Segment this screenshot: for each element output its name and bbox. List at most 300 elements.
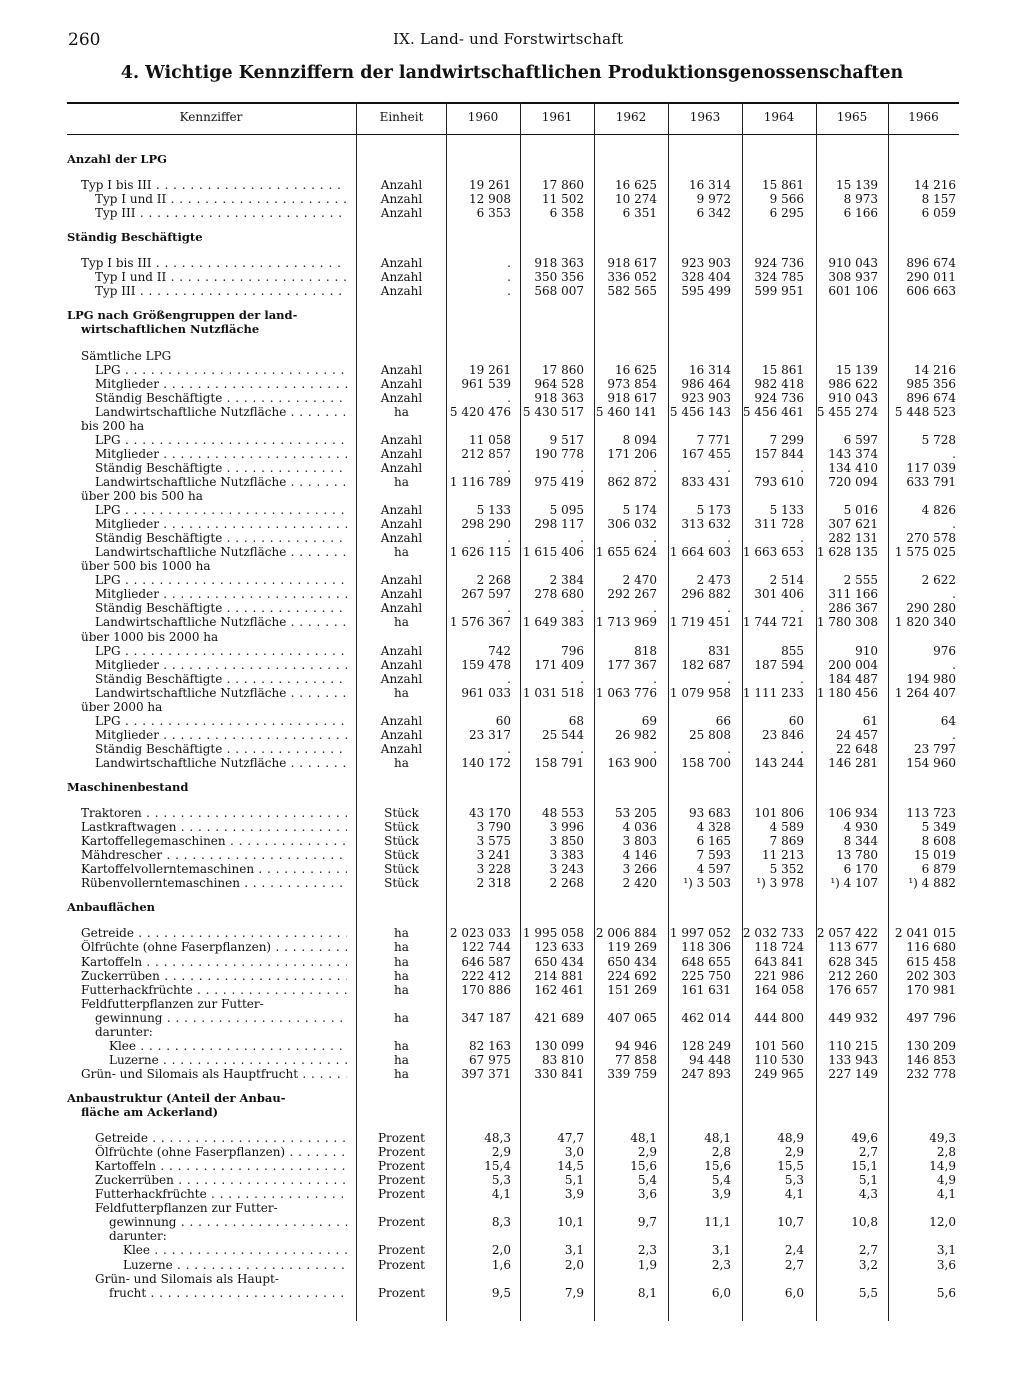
row-value: 2 473 bbox=[696, 573, 731, 588]
row-value: 47,7 bbox=[557, 1131, 584, 1146]
row-unit: Anzahl bbox=[380, 390, 423, 405]
row-value: . bbox=[727, 741, 731, 756]
row-value: 48,1 bbox=[704, 1131, 731, 1146]
row-value: 1 655 624 bbox=[595, 545, 657, 560]
row-value: 14,9 bbox=[929, 1159, 956, 1174]
row-value: 910 043 bbox=[828, 256, 878, 271]
row-value: . bbox=[653, 460, 657, 475]
row-value: 6 166 bbox=[843, 206, 878, 221]
table-row bbox=[67, 756, 959, 770]
row-value: 6 342 bbox=[696, 206, 731, 221]
row-unit: Anzahl bbox=[380, 713, 423, 728]
table-row bbox=[67, 940, 959, 954]
row-value: 3,0 bbox=[564, 1145, 584, 1160]
row-value: 2,3 bbox=[637, 1243, 657, 1258]
row-value: 270 578 bbox=[906, 531, 956, 546]
row-value: 6 358 bbox=[549, 206, 584, 221]
table-row bbox=[67, 447, 959, 461]
table-row bbox=[67, 955, 959, 969]
row-value: 301 406 bbox=[754, 587, 804, 602]
header-einheit: Einheit bbox=[379, 110, 424, 124]
row-value: 194 980 bbox=[906, 671, 956, 686]
table-title: 4. Wichtige Kennziffern der landwirtschaftlichen Produktionsgenossenschaften bbox=[120, 63, 904, 83]
row-value: 3 803 bbox=[622, 834, 657, 849]
row-label: Ständig Beschäftigte . . . bbox=[95, 461, 347, 475]
row-unit: Anzahl bbox=[380, 657, 423, 672]
row-value: . bbox=[653, 601, 657, 616]
row-value: 9,7 bbox=[637, 1215, 657, 1230]
header-year: 1965 bbox=[836, 110, 868, 124]
row-unit: Anzahl bbox=[380, 270, 423, 285]
row-value: 214 881 bbox=[534, 968, 584, 983]
row-value: 1 031 518 bbox=[522, 685, 584, 700]
row-value: 975 419 bbox=[534, 474, 584, 489]
row-label: Typ III . . . bbox=[95, 284, 347, 298]
row-unit: Stück bbox=[384, 806, 419, 821]
row-value: 2,9 bbox=[784, 1145, 804, 1160]
row-value: 101 806 bbox=[754, 806, 804, 821]
row-value: 15,6 bbox=[630, 1159, 657, 1174]
row-value: 177 367 bbox=[607, 657, 657, 672]
row-value: . bbox=[727, 601, 731, 616]
row-value: 923 903 bbox=[681, 256, 731, 271]
row-value: 1 820 340 bbox=[894, 615, 956, 630]
row-value: 1 663 653 bbox=[742, 545, 804, 560]
row-value: 146 853 bbox=[906, 1052, 956, 1067]
row-value: 6 059 bbox=[921, 206, 956, 221]
table-row bbox=[67, 876, 959, 890]
row-value: 298 117 bbox=[534, 517, 584, 532]
row-value: 68 bbox=[568, 713, 584, 728]
row-unit: ha bbox=[394, 615, 409, 630]
row-label: Anzahl der LPG bbox=[67, 152, 167, 166]
row-value: 69 bbox=[641, 713, 657, 728]
row-value: 5 460 141 bbox=[595, 404, 657, 419]
row-value: 130 209 bbox=[906, 1038, 956, 1053]
row-value: 1,6 bbox=[491, 1257, 511, 1272]
row-value: ¹) 3 978 bbox=[756, 876, 804, 891]
row-value: 134 410 bbox=[828, 460, 878, 475]
row-unit: ha bbox=[394, 1038, 409, 1053]
row-label: Grün- und Silomais als Haupt- bbox=[95, 1271, 279, 1286]
row-value: 23 797 bbox=[914, 741, 956, 756]
row-value: 2 514 bbox=[769, 573, 804, 588]
row-label: LPG . . . bbox=[95, 573, 347, 587]
row-value: 23 846 bbox=[762, 727, 804, 742]
row-value: 6 170 bbox=[843, 862, 878, 877]
row-value: 119 269 bbox=[607, 940, 657, 955]
row-label: frucht . . . bbox=[109, 1286, 347, 1300]
row-value: 43 170 bbox=[469, 806, 511, 821]
row-value: 961 033 bbox=[461, 685, 511, 700]
row-value: 5,1 bbox=[564, 1173, 584, 1188]
row-value: . bbox=[952, 657, 956, 672]
row-value: 650 434 bbox=[607, 954, 657, 969]
row-value: 116 680 bbox=[906, 940, 956, 955]
row-value: 202 303 bbox=[906, 968, 956, 983]
row-value: 13 780 bbox=[836, 848, 878, 863]
row-label: Feldfutterpflanzen zur Futter- bbox=[81, 996, 264, 1011]
row-value: 170 886 bbox=[461, 982, 511, 997]
row-value: 7 869 bbox=[769, 834, 804, 849]
row-value: 5 420 476 bbox=[449, 404, 511, 419]
row-value: 2,4 bbox=[784, 1243, 804, 1258]
row-value: 336 052 bbox=[607, 270, 657, 285]
row-label: Landwirtschaftliche Nutzfläche . . . bbox=[95, 615, 347, 629]
row-value: 9 566 bbox=[769, 192, 804, 207]
row-value: 190 778 bbox=[534, 446, 584, 461]
row-label: bis 200 ha bbox=[81, 418, 145, 433]
row-value: 15,1 bbox=[851, 1159, 878, 1174]
row-value: 4 146 bbox=[622, 848, 657, 863]
row-value: 249 965 bbox=[754, 1066, 804, 1081]
row-label: Typ I bis III . . . bbox=[81, 256, 347, 270]
row-value: 290 011 bbox=[906, 270, 956, 285]
row-value: 350 356 bbox=[534, 270, 584, 285]
row-value: 8,3 bbox=[491, 1215, 511, 1230]
table-row bbox=[67, 1067, 959, 1081]
row-value: 924 736 bbox=[754, 256, 804, 271]
row-value: 158 700 bbox=[681, 755, 731, 770]
row-value: 170 981 bbox=[906, 982, 956, 997]
row-value: 94 448 bbox=[689, 1052, 731, 1067]
row-heading bbox=[67, 322, 959, 336]
table-header-rule bbox=[67, 134, 959, 135]
row-unit: Anzahl bbox=[380, 517, 423, 532]
row-heading bbox=[67, 1201, 959, 1215]
table-row bbox=[67, 1258, 959, 1272]
header-year: 1961 bbox=[541, 110, 573, 124]
row-value: 26 982 bbox=[615, 727, 657, 742]
row-value: 3 383 bbox=[549, 848, 584, 863]
row-value: 106 934 bbox=[828, 806, 878, 821]
table-row bbox=[67, 377, 959, 391]
row-label: Typ III . . . bbox=[95, 206, 347, 220]
row-value: 1 719 451 bbox=[669, 615, 731, 630]
table-row bbox=[67, 1173, 959, 1187]
row-value: 12,0 bbox=[929, 1215, 956, 1230]
row-unit: Prozent bbox=[377, 1215, 425, 1230]
row-value: 307 621 bbox=[828, 517, 878, 532]
row-label: gewinnung . . . bbox=[109, 1215, 347, 1229]
row-unit: Prozent bbox=[377, 1159, 425, 1174]
row-value: 918 617 bbox=[607, 390, 657, 405]
row-value: 128 249 bbox=[681, 1038, 731, 1053]
row-unit: Prozent bbox=[377, 1187, 425, 1202]
row-value: 10,7 bbox=[777, 1215, 804, 1230]
row-label: Mähdrescher . . . bbox=[81, 848, 347, 862]
row-value: . bbox=[507, 671, 511, 686]
row-value: 1 116 789 bbox=[449, 474, 511, 489]
table-row bbox=[67, 658, 959, 672]
row-value: 146 281 bbox=[828, 755, 878, 770]
row-value: 17 860 bbox=[542, 362, 584, 377]
table-row bbox=[67, 834, 959, 848]
row-value: 101 560 bbox=[754, 1038, 804, 1053]
row-label: Futterhackfrüchte . . . bbox=[95, 1187, 347, 1201]
row-label: Anbauflächen bbox=[67, 900, 155, 915]
row-value: . bbox=[653, 531, 657, 546]
row-label: Ständig Beschäftigte . . . bbox=[95, 742, 347, 756]
row-value: 407 065 bbox=[607, 1010, 657, 1025]
row-value: 6,0 bbox=[784, 1285, 804, 1300]
table-row bbox=[67, 1145, 959, 1159]
row-value: 3,6 bbox=[936, 1257, 956, 1272]
row-value: 6 353 bbox=[476, 206, 511, 221]
row-value: 397 371 bbox=[461, 1066, 511, 1081]
row-value: 162 461 bbox=[534, 982, 584, 997]
row-value: 831 bbox=[708, 643, 731, 658]
row-unit: ha bbox=[394, 954, 409, 969]
row-value: 1 626 115 bbox=[449, 545, 511, 560]
row-value: 3 266 bbox=[622, 862, 657, 877]
row-value: 2 622 bbox=[921, 573, 956, 588]
row-value: 171 409 bbox=[534, 657, 584, 672]
row-value: 232 778 bbox=[906, 1066, 956, 1081]
table-row bbox=[67, 531, 959, 545]
row-heading bbox=[67, 349, 959, 363]
row-unit: Anzahl bbox=[380, 601, 423, 616]
row-label: Feldfutterpflanzen zur Futter- bbox=[95, 1201, 278, 1216]
row-label: Zuckerrüben . . . bbox=[81, 969, 347, 983]
row-value: 3 850 bbox=[549, 834, 584, 849]
row-heading bbox=[67, 630, 959, 644]
row-value: 118 724 bbox=[754, 940, 804, 955]
row-unit: Prozent bbox=[377, 1257, 425, 1272]
table-row bbox=[67, 1011, 959, 1025]
row-unit: ha bbox=[394, 404, 409, 419]
row-value: 3 228 bbox=[476, 862, 511, 877]
row-value: 1 997 052 bbox=[669, 926, 731, 941]
row-unit: Anzahl bbox=[380, 573, 423, 588]
row-label: Rübenvollerntemaschinen . . . bbox=[81, 876, 347, 890]
row-value: . bbox=[800, 671, 804, 686]
row-unit: Anzahl bbox=[380, 531, 423, 546]
table-row bbox=[67, 284, 959, 298]
row-value: ¹) 4 882 bbox=[908, 876, 956, 891]
row-value: 7 299 bbox=[769, 432, 804, 447]
row-label: Landwirtschaftliche Nutzfläche . . . bbox=[95, 405, 347, 419]
row-value: 964 528 bbox=[534, 376, 584, 391]
row-value: 82 163 bbox=[469, 1038, 511, 1053]
row-value: . bbox=[653, 741, 657, 756]
row-value: 4,1 bbox=[491, 1187, 511, 1202]
row-value: 48,9 bbox=[777, 1131, 804, 1146]
header-year: 1962 bbox=[615, 110, 647, 124]
row-value: 15 861 bbox=[762, 362, 804, 377]
row-value: 7,9 bbox=[564, 1285, 584, 1300]
row-value: 324 785 bbox=[754, 270, 804, 285]
row-value: 2,8 bbox=[711, 1145, 731, 1160]
row-value: 1 713 969 bbox=[595, 615, 657, 630]
row-value: 421 689 bbox=[534, 1010, 584, 1025]
row-value: 986 464 bbox=[681, 376, 731, 391]
row-unit: Anzahl bbox=[380, 256, 423, 271]
row-value: 48 553 bbox=[542, 806, 584, 821]
row-value: 161 631 bbox=[681, 982, 731, 997]
row-label: Maschinenbestand bbox=[67, 780, 189, 794]
row-value: 17 860 bbox=[542, 178, 584, 193]
row-value: 4,9 bbox=[936, 1173, 956, 1188]
row-value: 2,9 bbox=[491, 1145, 511, 1160]
row-label: Zuckerrüben . . . bbox=[95, 1173, 347, 1187]
row-value: 133 943 bbox=[828, 1052, 878, 1067]
row-value: 94 946 bbox=[615, 1038, 657, 1053]
row-value: 60 bbox=[495, 713, 511, 728]
row-value: 646 587 bbox=[461, 954, 511, 969]
row-unit: Anzahl bbox=[380, 727, 423, 742]
row-value: 60 bbox=[788, 713, 804, 728]
row-unit: Anzahl bbox=[380, 741, 423, 756]
row-value: ¹) 4 107 bbox=[830, 876, 878, 891]
row-value: . bbox=[507, 390, 511, 405]
table-row bbox=[67, 503, 959, 517]
row-label: über 200 bis 500 ha bbox=[81, 489, 203, 503]
row-value: . bbox=[952, 727, 956, 742]
row-unit: Anzahl bbox=[380, 206, 423, 221]
row-value: 14 216 bbox=[914, 362, 956, 377]
row-value: 2,9 bbox=[637, 1145, 657, 1160]
row-value: 918 363 bbox=[534, 256, 584, 271]
row-unit: Anzahl bbox=[380, 460, 423, 475]
row-value: 8 344 bbox=[843, 834, 878, 849]
row-value: . bbox=[580, 531, 584, 546]
row-value: 923 903 bbox=[681, 390, 731, 405]
table-row bbox=[67, 1159, 959, 1173]
row-value: 3,1 bbox=[711, 1243, 731, 1258]
row-value: 633 791 bbox=[906, 474, 956, 489]
table-row bbox=[67, 192, 959, 206]
row-value: 4,1 bbox=[784, 1187, 804, 1202]
row-value: . bbox=[800, 531, 804, 546]
row-value: 462 014 bbox=[681, 1010, 731, 1025]
row-unit: Anzahl bbox=[380, 178, 423, 193]
row-value: 14,5 bbox=[557, 1159, 584, 1174]
row-unit: Anzahl bbox=[380, 284, 423, 299]
row-value: 1 063 776 bbox=[595, 685, 657, 700]
table-row bbox=[67, 1053, 959, 1067]
table-row bbox=[67, 517, 959, 531]
row-value: 5 728 bbox=[921, 432, 956, 447]
row-value: 2 268 bbox=[476, 573, 511, 588]
header-year: 1960 bbox=[467, 110, 499, 124]
row-heading bbox=[67, 489, 959, 503]
row-label: Typ I und II . . . bbox=[95, 270, 347, 284]
row-value: 2 470 bbox=[622, 573, 657, 588]
row-value: 8,1 bbox=[637, 1285, 657, 1300]
row-unit: Anzahl bbox=[380, 671, 423, 686]
row-unit: ha bbox=[394, 755, 409, 770]
row-value: . bbox=[507, 256, 511, 271]
row-heading bbox=[67, 1229, 959, 1243]
row-label: Grün- und Silomais als Hauptfrucht . . . bbox=[81, 1067, 347, 1081]
row-value: 143 244 bbox=[754, 755, 804, 770]
row-value: ¹) 3 503 bbox=[683, 876, 731, 891]
row-value: . bbox=[653, 671, 657, 686]
row-value: 113 723 bbox=[906, 806, 956, 821]
row-value: 123 633 bbox=[534, 940, 584, 955]
row-value: 347 187 bbox=[461, 1010, 511, 1025]
row-value: 599 951 bbox=[754, 284, 804, 299]
row-label: darunter: bbox=[95, 1024, 153, 1039]
running-head: IX. Land- und Forstwirtschaft bbox=[393, 30, 624, 48]
row-value: 1 995 058 bbox=[522, 926, 584, 941]
row-value: 4 589 bbox=[769, 820, 804, 835]
row-value: 1 111 233 bbox=[742, 685, 804, 700]
table-row bbox=[67, 714, 959, 728]
row-label: Ständig Beschäftigte bbox=[67, 230, 203, 245]
row-label: Landwirtschaftliche Nutzfläche . . . bbox=[95, 756, 347, 770]
table-row bbox=[67, 1039, 959, 1053]
row-unit: Stück bbox=[384, 876, 419, 891]
row-value: 796 bbox=[561, 643, 584, 658]
row-label: Luzerne . . . bbox=[109, 1053, 347, 1067]
row-value: 5 133 bbox=[769, 503, 804, 518]
row-heading bbox=[67, 419, 959, 433]
row-value: 184 487 bbox=[828, 671, 878, 686]
row-value: 5 095 bbox=[549, 503, 584, 518]
row-heading bbox=[67, 1091, 959, 1105]
row-value: 910 bbox=[855, 643, 878, 658]
row-unit: Anzahl bbox=[380, 587, 423, 602]
row-value: 15 019 bbox=[914, 848, 956, 863]
row-value: 7 771 bbox=[696, 432, 731, 447]
row-label: Kartoffellegemaschinen . . . bbox=[81, 834, 347, 848]
table-row bbox=[67, 1215, 959, 1229]
row-value: 3 575 bbox=[476, 834, 511, 849]
row-value: . bbox=[800, 741, 804, 756]
row-value: 19 261 bbox=[469, 362, 511, 377]
row-value: 16 314 bbox=[689, 362, 731, 377]
row-value: . bbox=[507, 741, 511, 756]
row-heading bbox=[67, 780, 959, 794]
row-value: 187 594 bbox=[754, 657, 804, 672]
row-value: 7 593 bbox=[696, 848, 731, 863]
row-label: Mitglieder . . . bbox=[95, 447, 347, 461]
row-value: 973 854 bbox=[607, 376, 657, 391]
row-value: 4 597 bbox=[696, 862, 731, 877]
row-value: 1 780 308 bbox=[816, 615, 878, 630]
row-value: 22 648 bbox=[836, 741, 878, 756]
row-unit: ha bbox=[394, 1010, 409, 1025]
row-value: 2 006 884 bbox=[595, 926, 657, 941]
row-label: Landwirtschaftliche Nutzfläche . . . bbox=[95, 475, 347, 489]
row-value: 5,5 bbox=[858, 1285, 878, 1300]
row-value: 5 016 bbox=[843, 503, 878, 518]
row-value: 48,3 bbox=[484, 1131, 511, 1146]
row-value: 8 157 bbox=[921, 192, 956, 207]
row-value: 10,8 bbox=[851, 1215, 878, 1230]
row-value: 2,7 bbox=[858, 1145, 878, 1160]
row-value: 10,1 bbox=[557, 1215, 584, 1230]
row-value: 582 565 bbox=[607, 284, 657, 299]
row-value: 5 174 bbox=[622, 503, 657, 518]
row-value: 5 455 274 bbox=[816, 404, 878, 419]
row-value: 6,0 bbox=[711, 1285, 731, 1300]
row-value: 986 622 bbox=[828, 376, 878, 391]
row-value: 311 166 bbox=[828, 587, 878, 602]
row-value: 6 597 bbox=[843, 432, 878, 447]
row-value: 4,3 bbox=[858, 1187, 878, 1202]
row-label: Landwirtschaftliche Nutzfläche . . . bbox=[95, 686, 347, 700]
header-year: 1964 bbox=[763, 110, 795, 124]
row-unit: Anzahl bbox=[380, 643, 423, 658]
row-value: . bbox=[507, 270, 511, 285]
row-value: 8 608 bbox=[921, 834, 956, 849]
row-value: 227 149 bbox=[828, 1066, 878, 1081]
table-row bbox=[67, 615, 959, 629]
table-row bbox=[67, 545, 959, 559]
